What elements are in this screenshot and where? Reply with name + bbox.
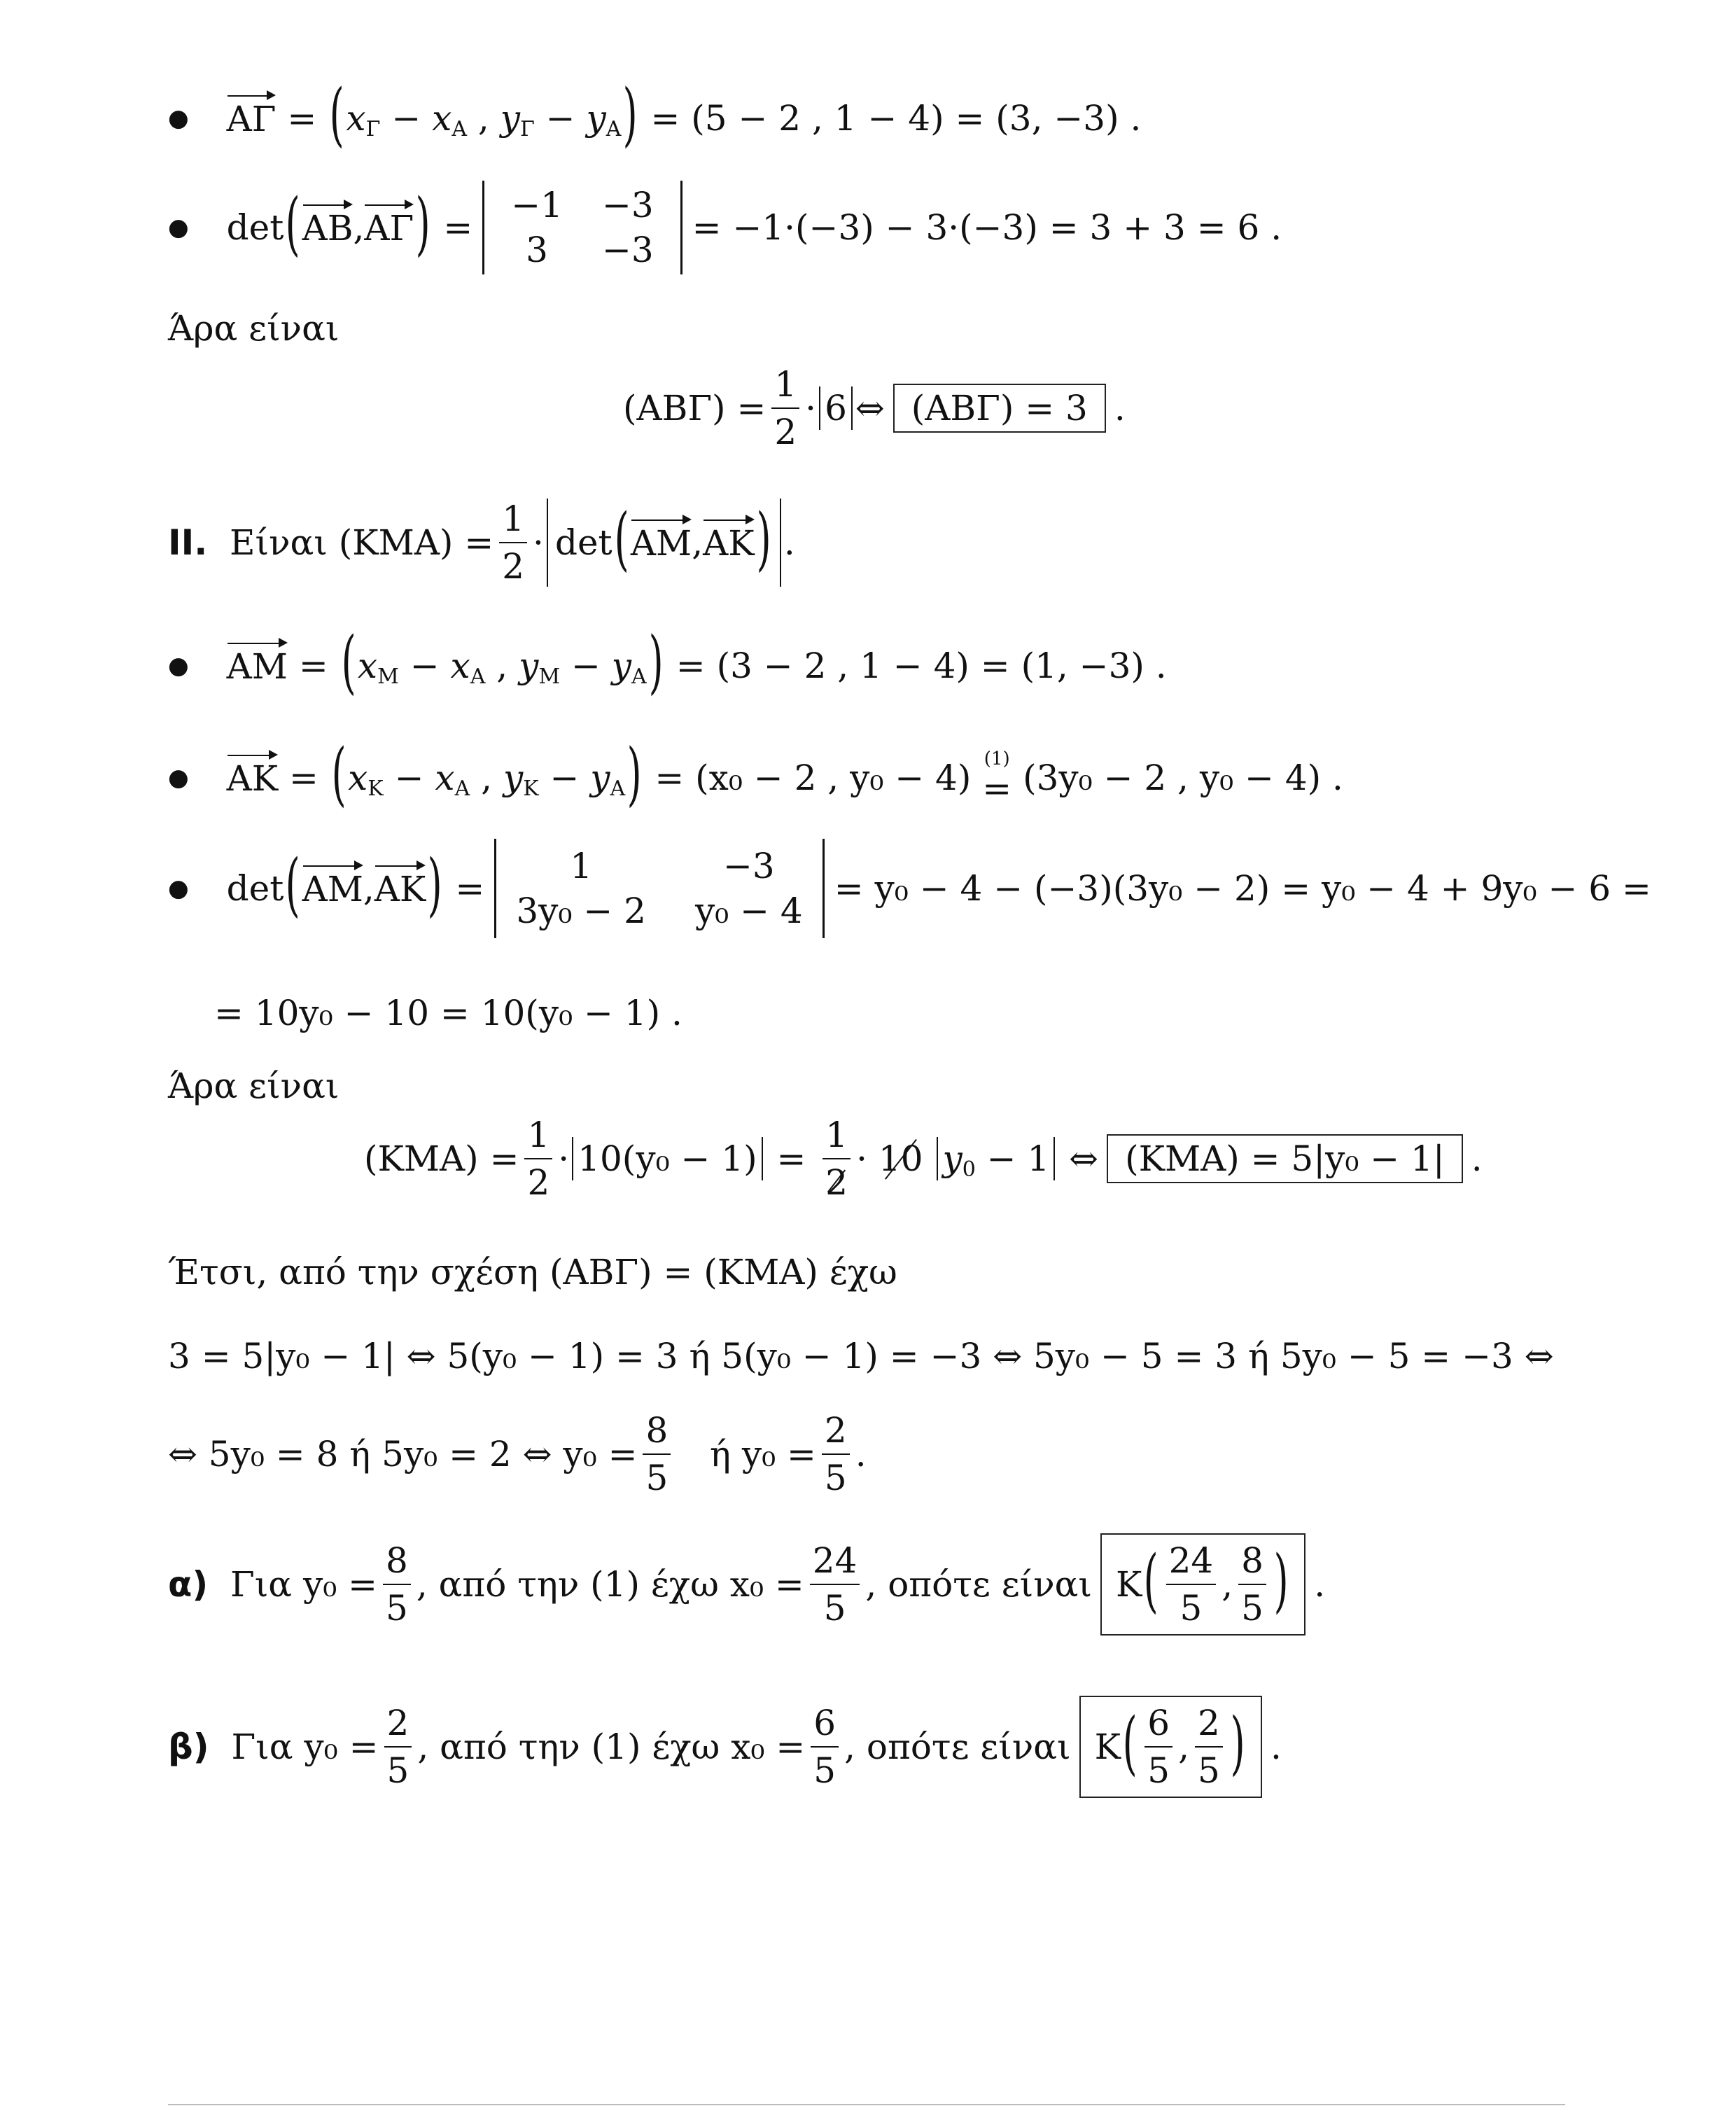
abg-left: (ΑΒΓ) = [623,388,766,428]
line-ak-vector: ● ΑΚ = ( x Κ − x Α , y Κ − y Α ) = (x₀ − 2 , y₀ − 4) (1) = (3y₀ − 2 , y₀ − 4) . [168,734,1343,814]
ak-result: (3y₀ − 2 , y₀ − 4) . [1023,758,1343,798]
am-result: = (3 − 2 , 1 − 4) = (1, −3) . [676,646,1167,686]
alpha-text-3: , οπότε είναι [865,1564,1093,1605]
det-cell: −1 [511,185,563,225]
case-alpha-label: α) [168,1564,209,1605]
part-ii-label: II. [168,522,208,563]
vector-ag: ΑΓ [364,208,414,249]
fraction-24-5: $\frac{24}{5}$ [810,1542,860,1627]
reference-1: (1) [983,748,1010,769]
abs-6: 6 [819,386,853,430]
equation-line-2: ⇔ 5y₀ = 8 ή 5y₀ = 2 ⇔ y₀ = $\frac{8}{5}$ ή y₀ = $\frac{2}{5}$ . [168,1410,867,1498]
part-ii-heading: II. Είναι (ΚΜΑ) = $\frac{1}{2}$ · det ( ΑΜ , ΑΚ ) . [168,498,795,587]
area-kma-formula: (ΚΜΑ) = $\frac{1}{2}$ · 10(y₀ − 1) = $\frac{1}{2}$ · 10 y 0 − 1 ⇔ (ΚΜΑ) = 5|y₀ − 1| . [364,1115,1483,1203]
bullet: ● [168,104,189,132]
bullet: ● [168,214,189,242]
determinant-2 [494,839,824,938]
fraction-8-5: $\frac{8}{5}$ [643,1411,671,1497]
fraction-8-5: $\frac{8}{5}$ [383,1542,411,1627]
det-cell: 3 [526,230,548,270]
eq2-part-a: ⇔ 5y₀ = 8 ή 5y₀ = 2 ⇔ y₀ = [168,1434,638,1474]
abs-10: 10(y₀ − 1) [572,1137,762,1180]
vector-ab: ΑΒ [302,208,354,249]
ara-label-1: Άρα είναι [168,308,340,349]
alpha-text-1: Για y₀ = [230,1564,378,1605]
ak-middle: = (x₀ − 2 , y₀ − 4) [654,758,972,798]
det-cell: y₀ − 4 [694,891,803,931]
ag-result: = (5 − 2 , 1 − 4) = (3, −3) . [650,98,1142,139]
boxed-result-kma: (ΚΜΑ) = 5|y₀ − 1| [1107,1134,1463,1183]
line-det-am-ak: ● det ( ΑΜ , ΑΚ ) = 1 −3 3y₀ − 2 y₀ − 4 = y₀ − 4 − (−3)(3y₀ − 2) = y₀ − 4 + 9y₀ − 6 = [168,839,1651,938]
boxed-result-abg: (ΑΒΓ) = 3 [893,384,1106,433]
abs-det: det ( ΑΜ , ΑΚ ) [547,498,781,587]
fraction-half-cancelled: $\frac{1}{2}$ [822,1116,850,1201]
case-beta-label: β) [168,1727,209,1767]
beta-text-1: Για y₀ = [231,1727,379,1767]
vector-am: ΑΜ [302,869,363,909]
beta-text-2: , από την (1) έχω x₀ = [417,1727,806,1767]
case-beta: β) Για y₀ = $\frac{2}{5}$ , από την (1) έχω x₀ = $\frac{6}{5}$ , οπότε είναι Κ ( $\frac{6}{5}$ , $\frac{2}{5}$ ) . [168,1696,1282,1798]
vector-ak: ΑΚ [226,758,279,799]
equals-ref-1: (1) = [971,748,1023,809]
abs-y0: y 0 − 1 [937,1137,1055,1180]
vector-ak: ΑΚ [374,869,426,909]
det-cell: −3 [601,185,654,225]
etsi-line: Έτσι, από την σχέση (ΑΒΓ) = (ΚΜΑ) έχω [168,1252,897,1292]
fraction-half: $\frac{1}{2}$ [499,500,527,585]
line-am-vector: ● ΑΜ = ( x Μ − x Α , y Μ − y Α ) = (3 − 2 , 1 − 4) = (1, −3) . [168,622,1167,702]
boxed-point-k-beta: Κ ( $\frac{6}{5}$ , $\frac{2}{5}$ ) [1079,1696,1262,1798]
line-det-ab-ag: ● det ( ΑΒ , ΑΓ ) = −1 −3 3 −3 = −1·(−3) − 3·(−3) = 3 + 3 = 6 . [168,181,1282,274]
determinant-1 [482,181,682,274]
equation-line-1: 3 = 5|y₀ − 1| ⇔ 5(y₀ − 1) = 3 ή 5(y₀ − 1) = −3 ⇔ 5y₀ − 5 = 3 ή 5y₀ − 5 = −3 ⇔ [168,1336,1554,1376]
line-ag-vector: ● ΑΓ = ( x Γ − x Α , y Γ − y Α ) = (5 − 2 , 1 − 4) = (3, −3) . [168,75,1142,155]
det-cell: 1 [570,846,593,886]
bullet: ● [168,874,189,902]
bullet: ● [168,652,189,680]
vector-am: ΑΜ [630,523,692,564]
beta-text-3: , οπότε είναι [844,1727,1071,1767]
det2-continuation: = 10y₀ − 10 = 10(y₀ − 1) . [214,993,682,1033]
fraction-6-5: $\frac{6}{5}$ [811,1704,839,1790]
kma-left: (ΚΜΑ) = [364,1138,519,1179]
footer-rule [168,2104,1565,2105]
cancelled-10: 10 [878,1138,923,1179]
part-ii-text: Είναι (ΚΜΑ) = [230,522,494,563]
boxed-point-k-alpha: Κ ( $\frac{24}{5}$ , $\frac{8}{5}$ ) [1100,1533,1306,1636]
det2-result: = y₀ − 4 − (−3)(3y₀ − 2) = y₀ − 4 + 9y₀ − 6 = [834,868,1651,909]
fraction-half: $\frac{1}{2}$ [771,365,799,451]
eq2-part-b: ή y₀ = [709,1434,816,1474]
fraction-2-5: $\frac{2}{5}$ [384,1704,412,1790]
alpha-text-2: , από την (1) έχω x₀ = [416,1564,804,1605]
bullet: ● [168,764,189,792]
vector-ak: ΑΚ [703,523,755,564]
ara-label-2: Άρα είναι [168,1066,340,1106]
det-cell: 3y₀ − 2 [516,891,646,931]
det-cell: −3 [722,846,775,886]
area-abg-formula: (ΑΒΓ) = $\frac{1}{2}$ · 6 ⇔ (ΑΒΓ) = 3 . [623,364,1126,452]
det1-result: = −1·(−3) − 3·(−3) = 3 + 3 = 6 . [692,207,1282,248]
vector-am: ΑΜ [226,646,288,687]
det-cell: −3 [601,230,654,270]
case-alpha: α) Για y₀ = $\frac{8}{5}$ , από την (1) έχω x₀ = $\frac{24}{5}$ , οπότε είναι Κ ( $\frac{24}{5}$ , $\frac{8}{5}$ ) . [168,1533,1325,1636]
vector-ag: ΑΓ [226,99,276,139]
fraction-half: $\frac{1}{2}$ [524,1116,552,1201]
fraction-2-5: $\frac{2}{5}$ [822,1411,850,1497]
